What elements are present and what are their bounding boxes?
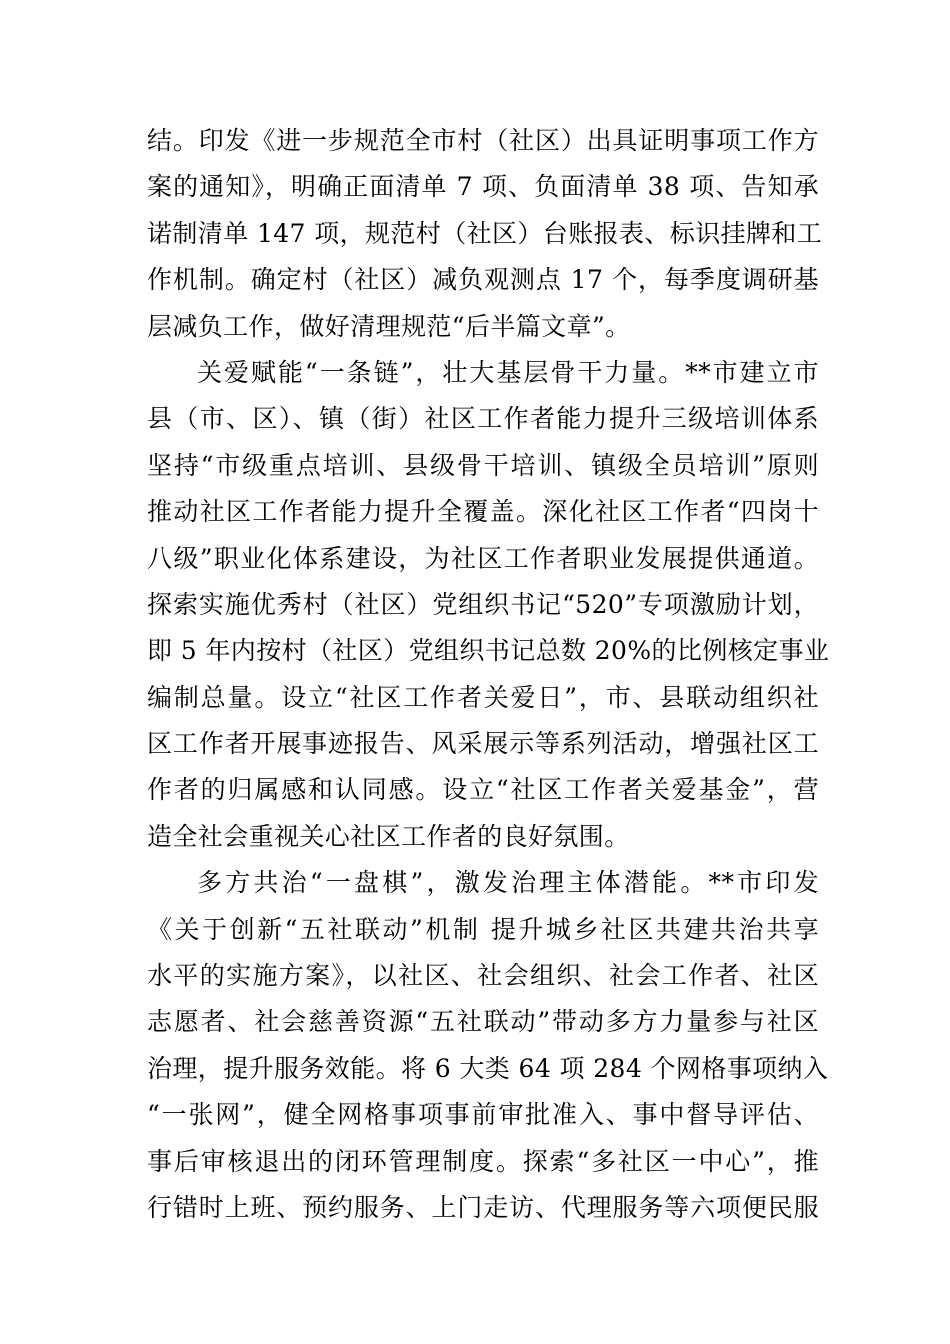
text-line: 编制总量。设立“社区工作者关爱日”，市、县联动组织社 (147, 682, 819, 712)
text-line: 水平的实施方案》，以社区、社会组织、社会工作者、社区 (147, 961, 819, 991)
text-line: 治理，提升服务效能。将 6 大类 64 项 284 个网格事项纳入 (147, 1053, 829, 1083)
text-line: 案的通知》，明确正面清单 7 项、负面清单 38 项、告知承 (147, 172, 819, 202)
text-line: 探索实施优秀村（社区）党组织书记“520”专项激励计划， (147, 589, 819, 619)
text-line: “一张网”，健全网格事项事前审批准入、事中督导评估、 (147, 1100, 819, 1130)
text-line: 《关于创新“五社联动”机制 提升城乡社区共建共治共享 (147, 914, 819, 944)
text-line: 县（市、区）、镇（街）社区工作者能力提升三级培训体系 (147, 404, 819, 434)
text-line: 八级”职业化体系建设，为社区工作者职业发展提供通道。 (147, 543, 819, 573)
text-line: 志愿者、社会慈善资源“五社联动”带动多方力量参与社区 (147, 1007, 819, 1037)
text-line: 作者的归属感和认同感。设立“社区工作者关爱基金”，营 (147, 775, 819, 805)
text-line: 诺制清单 147 项，规范村（社区）台账报表、标识挂牌和工 (147, 218, 823, 248)
text-line: 造全社会重视关心社区工作者的良好氛围。 (147, 821, 630, 851)
paragraph-heading-line: 关爱赋能“一条链”，壮大基层骨干力量。**市建立市 (197, 357, 819, 387)
text-line: 坚持“市级重点培训、县级骨干培训、镇级全员培训”原则 (147, 450, 819, 480)
text-line: 事后审核退出的闭环管理制度。探索“多社区一中心”，推 (147, 1146, 819, 1176)
text-line: 结。印发《进一步规范全市村（社区）出具证明事项工作方 (147, 126, 819, 155)
text-line: 即 5 年内按村（社区）党组织书记总数 20%的比例核定事业 (147, 636, 830, 666)
text-line: 区工作者开展事迹报告、风采展示等系列活动，增强社区工 (147, 729, 819, 759)
text-line: 推动社区工作者能力提升全覆盖。深化社区工作者“四岗十 (147, 497, 819, 527)
body-text (147, 118, 830, 1231)
text-line: 行错时上班、预约服务、上门走访、代理服务等六项便民服 (147, 1192, 819, 1222)
text-line: 层减负工作，做好清理规范“后半篇文章”。 (147, 311, 631, 341)
text-line: 作机制。确定村（社区）减负观测点 17 个，每季度调研基 (147, 265, 819, 295)
paragraph-heading-line: 多方共治“一盘棋”，激发治理主体潜能。**市印发 (197, 868, 819, 898)
